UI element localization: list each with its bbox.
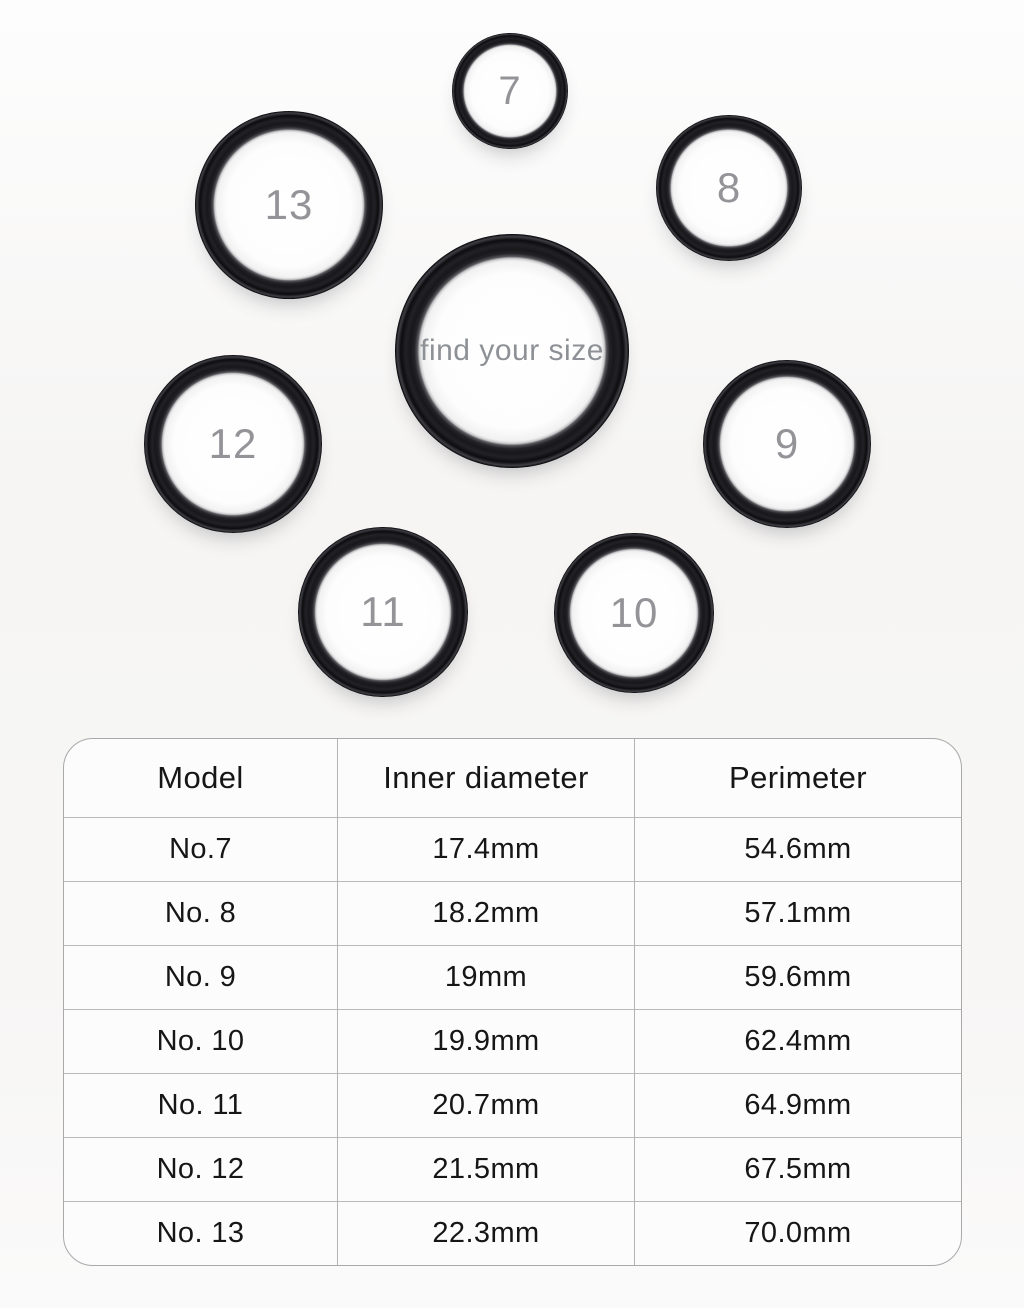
ring-size-10	[554, 533, 714, 693]
table-row-no10	[64, 1009, 961, 1073]
perimeter-cell: 62.4mm	[744, 1025, 852, 1057]
table-row-no13	[64, 1201, 961, 1265]
ring-size-9-label: 9	[774, 420, 800, 467]
model-cell: No. 11	[64, 1074, 338, 1137]
model-header: Model	[64, 739, 338, 817]
ring-size-9	[703, 360, 871, 528]
model-cell: No. 10	[64, 1010, 338, 1073]
inner-diameter-cell: 21.5mm	[338, 1138, 635, 1201]
perimeter-cell: 59.6mm	[744, 961, 852, 993]
perimeter-cell: 64.9mm	[744, 1089, 852, 1121]
find-your-size-ring	[395, 234, 629, 468]
ring-size-8	[656, 115, 802, 261]
size-table	[63, 738, 962, 1266]
perimeter-header: Perimeter	[729, 760, 867, 795]
model-cell: No. 9	[64, 946, 338, 1009]
ring-size-13-label: 13	[264, 181, 314, 228]
inner-diameter-cell: 22.3mm	[338, 1202, 635, 1265]
model-cell: No.7	[64, 818, 338, 881]
inner-diameter-header: Inner diameter	[338, 739, 635, 817]
perimeter-cell: 67.5mm	[744, 1153, 852, 1185]
ring-size-11	[298, 527, 468, 697]
inner-diameter-cell: 20.7mm	[338, 1074, 635, 1137]
table-row-no11	[64, 1073, 961, 1137]
perimeter-cell: 70.0mm	[744, 1217, 852, 1249]
model-cell: No. 8	[64, 882, 338, 945]
inner-diameter-cell: 17.4mm	[338, 818, 635, 881]
inner-diameter-cell: 19mm	[338, 946, 635, 1009]
ring-size-7	[452, 33, 568, 149]
model-cell: No. 12	[64, 1138, 338, 1201]
size-table-header	[64, 739, 961, 817]
ring-size-7-label: 7	[498, 68, 522, 113]
model-cell: No. 13	[64, 1202, 338, 1265]
inner-diameter-cell: 18.2mm	[338, 882, 635, 945]
inner-diameter-cell: 19.9mm	[338, 1010, 635, 1073]
table-row-no9	[64, 945, 961, 1009]
ring-size-10-label: 10	[609, 589, 659, 636]
ring-size-12-label: 12	[208, 420, 258, 467]
table-row-no7	[64, 817, 961, 881]
perimeter-cell: 54.6mm	[744, 833, 852, 865]
ring-size-11-label: 11	[360, 588, 406, 635]
perimeter-cell: 57.1mm	[744, 897, 852, 929]
ring-size-8-label: 8	[716, 164, 742, 211]
ring-size-13	[195, 111, 383, 299]
table-row-no12	[64, 1137, 961, 1201]
find-your-size-label: find your size	[420, 334, 604, 367]
ring-size-12	[144, 355, 322, 533]
table-row-no8	[64, 881, 961, 945]
